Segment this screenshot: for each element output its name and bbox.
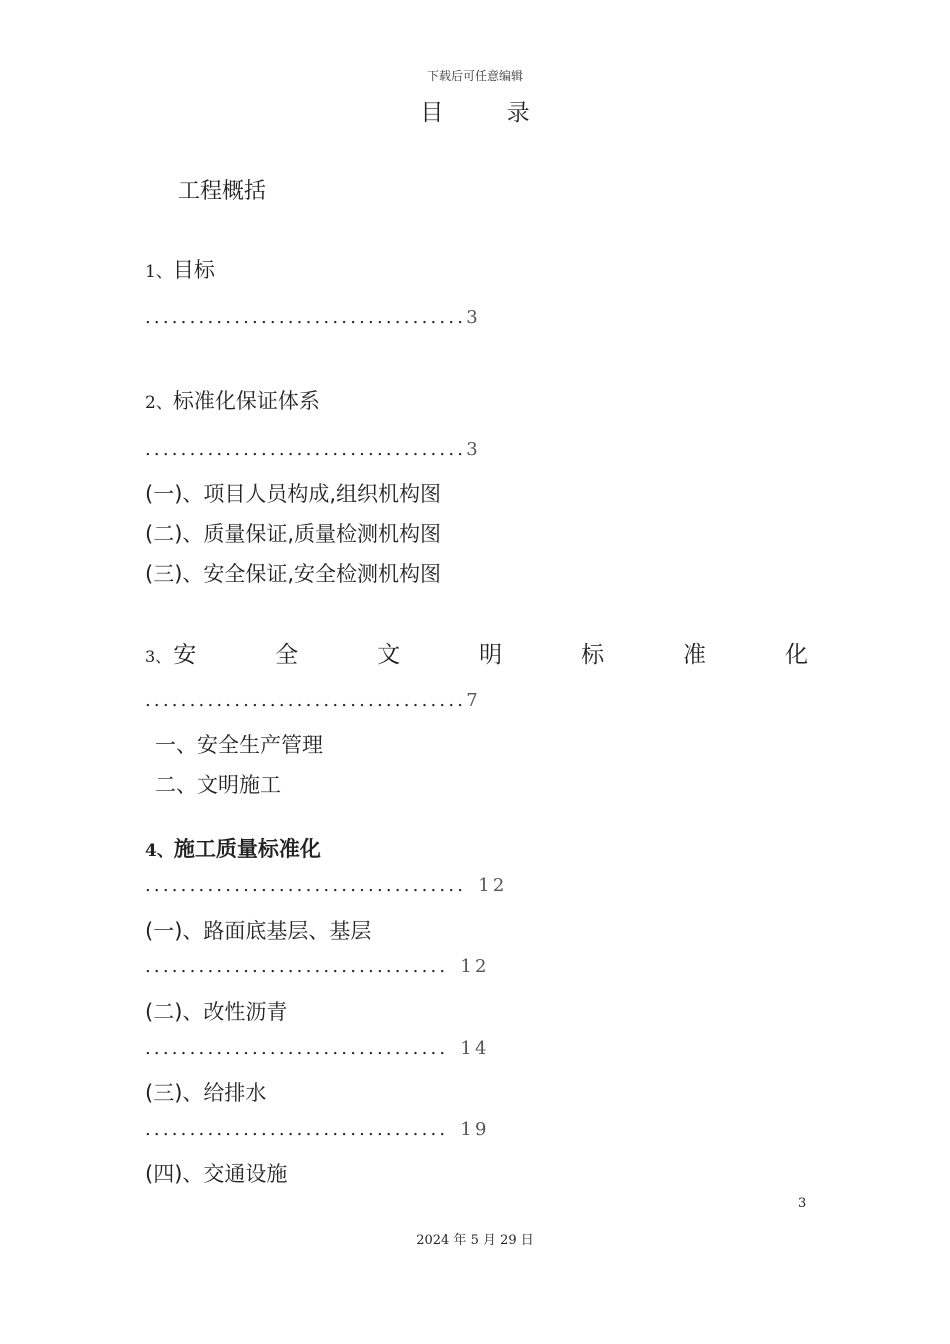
page-ref: 3 <box>466 307 481 328</box>
section-title-char: 文 <box>377 642 401 668</box>
toc-leader <box>145 1119 490 1140</box>
toc-item[interactable]: (三)、给排水 <box>145 1081 267 1105</box>
section-title-char: 化 <box>785 642 808 668</box>
page-ref: 19 <box>460 1119 490 1140</box>
toc-item[interactable]: (一)、路面底基层、基层 <box>145 919 372 943</box>
dot-leader: .................................. <box>145 1038 449 1059</box>
section-title-char: 全 <box>275 642 299 668</box>
section-title: 标准化保证体系 <box>172 389 320 413</box>
dot-leader: .................................... <box>145 307 467 328</box>
section-title-char: 安 <box>173 642 197 668</box>
section-title-char: 准 <box>683 642 707 668</box>
toc-leader <box>145 956 490 977</box>
page-ref: 12 <box>478 875 508 896</box>
section-number: 4、 <box>145 841 174 861</box>
toc-section-3[interactable] <box>145 636 808 669</box>
toc-section-2[interactable] <box>145 385 320 415</box>
toc-item[interactable]: 一、安全生产管理 <box>155 733 323 757</box>
toc-section-1[interactable] <box>145 254 215 284</box>
dot-leader: .................................. <box>145 1119 449 1140</box>
page-ref: 3 <box>466 439 481 460</box>
section-number: 1、 <box>145 262 173 282</box>
toc-leader <box>145 1038 490 1059</box>
section-number: 2、 <box>145 393 173 413</box>
toc-section-4[interactable] <box>145 833 321 863</box>
section-number: 3、 <box>145 647 172 666</box>
header-note: 下载后可任意编辑 <box>426 69 523 83</box>
toc-title: 目 录 <box>420 100 558 126</box>
dot-leader: .................................... <box>145 690 467 711</box>
footer-date: 2024 年 5 月 29 日 <box>416 1233 534 1248</box>
page-ref: 12 <box>460 956 490 977</box>
section-title-char: 明 <box>479 642 503 668</box>
toc-item[interactable]: (一)、项目人员构成,组织机构图 <box>145 482 442 506</box>
toc-leader-2 <box>145 439 481 460</box>
toc-item[interactable]: (二)、质量保证,质量检测机构图 <box>145 522 442 546</box>
toc-leader-3 <box>145 690 481 711</box>
toc-leader-4 <box>145 875 508 896</box>
toc-leader-1 <box>145 307 481 328</box>
dot-leader: .................................... <box>145 439 467 460</box>
page-number: 3 <box>798 1196 807 1211</box>
toc-item[interactable]: 二、文明施工 <box>155 773 281 797</box>
section-title: 目标 <box>172 258 215 282</box>
toc-item[interactable]: (四)、交通设施 <box>145 1162 288 1186</box>
section-title-char: 标 <box>581 642 605 668</box>
dot-leader: .................................. <box>145 956 449 977</box>
dot-leader: .................................... <box>145 875 467 896</box>
toc-item[interactable]: (三)、安全保证,安全检测机构图 <box>145 562 442 586</box>
page-ref: 7 <box>466 690 481 711</box>
section-title: 施工质量标准化 <box>173 837 321 861</box>
toc-item[interactable]: (二)、改性沥青 <box>145 1000 288 1024</box>
toc-overview: 工程概括 <box>178 179 267 204</box>
page-ref: 14 <box>460 1038 490 1059</box>
